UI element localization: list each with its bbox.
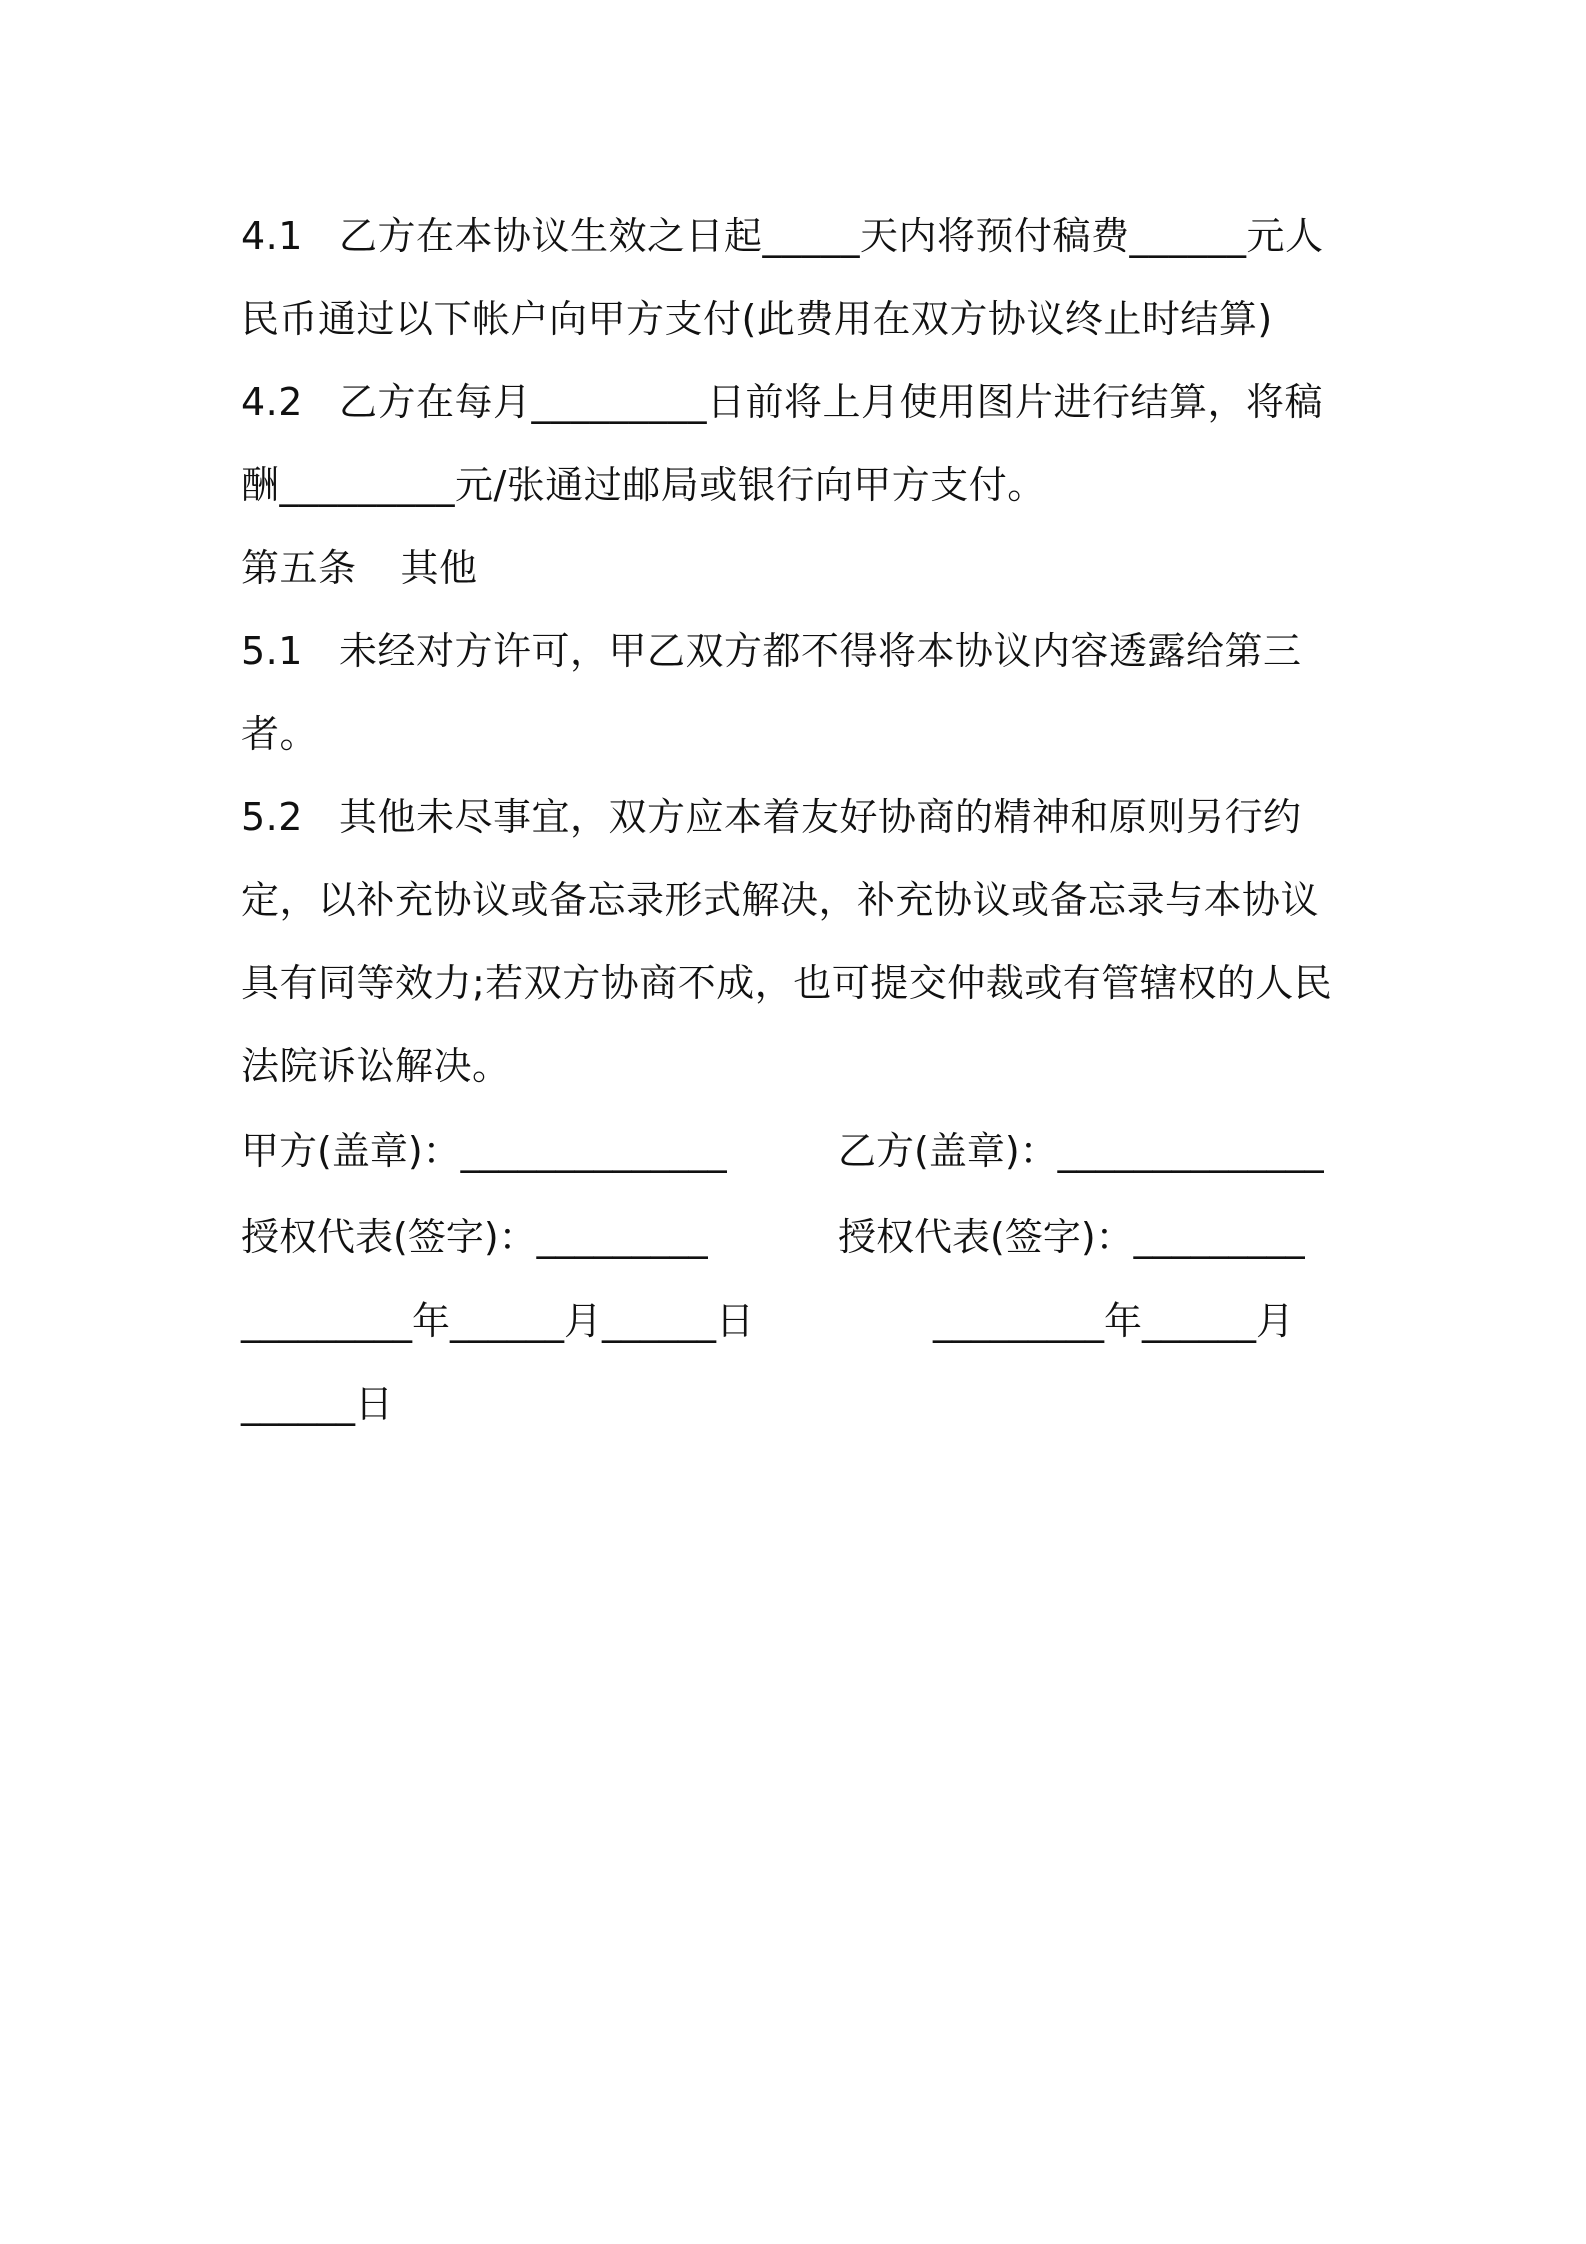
party-b-seal-line: 乙方(盖章)：______________ bbox=[838, 1129, 1324, 1173]
article-title: 其他 bbox=[400, 546, 478, 590]
clause-text: 乙方在每月_________日前将上月使用图片进行结算，将稿酬_________元/张通过邮局或银行向甲方支付。 bbox=[241, 380, 1324, 507]
clause-number: 5.1 bbox=[241, 629, 303, 673]
clause-number: 4.1 bbox=[241, 214, 303, 258]
clause-number: 5.2 bbox=[241, 795, 303, 839]
clause-text: 其他未尽事宜，双方应本着友好协商的精神和原则另行约定，以补充协议或备忘录形式解决，补充协议或备忘录与本协议具有同等效力;若双方协商不成，也可提交仲裁或有管辖权的人民法院诉讼解决。 bbox=[241, 795, 1333, 1088]
seal-row bbox=[241, 1108, 1356, 1194]
party-a-seal-line: 甲方(盖章)：______________ bbox=[241, 1129, 727, 1173]
clause-4-1 bbox=[241, 195, 1356, 361]
article-5-heading bbox=[241, 527, 1356, 610]
party-b-date-day-line: ______日 bbox=[241, 1382, 394, 1426]
clause-5-2 bbox=[241, 776, 1356, 1108]
party-a-date-line: _________年______月______日 bbox=[241, 1299, 755, 1343]
date-row-continued bbox=[241, 1363, 1356, 1446]
party-b-representative-line: 授权代表(签字)：_________ bbox=[838, 1215, 1305, 1259]
clause-4-2 bbox=[241, 361, 1356, 527]
party-a-representative-line: 授权代表(签字)：_________ bbox=[241, 1215, 708, 1259]
clause-5-1 bbox=[241, 610, 1356, 776]
party-b-date-line: _________年______月 bbox=[933, 1299, 1295, 1343]
clause-number: 4.2 bbox=[241, 380, 303, 424]
document-body bbox=[241, 195, 1356, 1446]
article-label: 第五条 bbox=[241, 546, 357, 590]
date-row bbox=[241, 1280, 1356, 1363]
clause-text: 乙方在本协议生效之日起_____天内将预付稿费______元人民币通过以下帐户向甲方支付(此费用在双方协议终止时结算) bbox=[241, 214, 1324, 341]
representative-row bbox=[241, 1194, 1356, 1280]
clause-text: 未经对方许可，甲乙双方都不得将本协议内容透露给第三者。 bbox=[241, 629, 1302, 756]
